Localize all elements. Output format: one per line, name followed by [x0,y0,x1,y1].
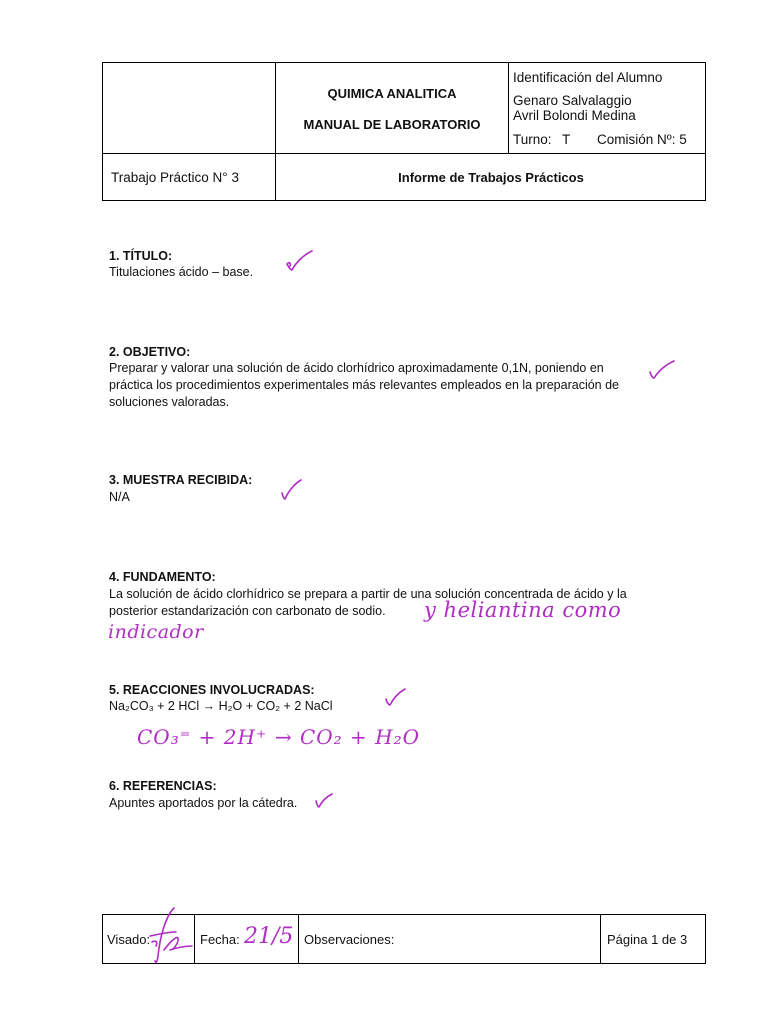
section-6-body: Apuntes aportados por la cátedra. [109,796,298,810]
manual-title: MANUAL DE LABORATORIO [303,117,481,132]
turno-value: T [562,132,571,147]
observaciones-label: Observaciones: [304,932,395,947]
fecha-label: Fecha: [200,932,240,947]
fecha-value: 21/5 [244,924,294,949]
student-name-1: Genaro Salvalaggio [513,93,632,108]
section-4-body: La solución de ácido clorhídrico se prepara a partir de una solución concentrada de ácido y la posterior estandarización con carbonato de sodio. [109,587,627,618]
check-mark-icon [384,688,408,708]
student-name-2: Avril Bolondi Medina [513,108,636,123]
course-title: QUIMICA ANALITICA [327,86,457,101]
section-1-body: Titulaciones ácido – base. [109,265,254,279]
handwritten-note: indicador [108,621,204,643]
check-mark-icon [648,360,676,382]
section-3-heading: 3. MUESTRA RECIBIDA: [109,473,253,487]
signature [146,906,196,966]
student-id-label: Identificación del Alumno [513,70,663,85]
section-3-body: N/A [109,490,130,504]
section-6-heading: 6. REFERENCIAS: [109,779,217,793]
handwritten-reaction: CO₃⁼ + 2H⁺ → CO₂ + H₂O [137,725,420,749]
turno-label: Turno: [513,132,552,147]
section-5-heading: 5. REACCIONES INVOLUCRADAS: [109,683,315,697]
check-mark-icon [314,793,334,809]
page-number: Página 1 de 3 [607,932,688,947]
check-mark-icon [285,250,315,274]
comision-label: Comisión Nº: 5 [597,132,687,147]
section-2-heading: 2. OBJETIVO: [109,345,191,359]
section-1-heading: 1. TÍTULO: [109,249,173,263]
visado-label: Visado: [107,932,151,947]
section-2-body: Preparar y valorar una solución de ácido clorhídrico aproximadamente 0,1N, poniendo en práctica los procedimientos experimentales más relevantes empleados en la preparación de soluciones valoradas. [109,361,619,409]
practice-number: Trabajo Práctico N° 3 [111,170,239,185]
report-title: Informe de Trabajos Prácticos [398,170,584,185]
section-4-heading: 4. FUNDAMENTO: [109,570,216,584]
check-mark-icon [280,479,304,501]
section-5-body: Na₂CO₃ + 2 HCl → H₂O + CO₂ + 2 NaCl [109,699,333,713]
handwritten-note: y heliantina como [424,598,622,622]
